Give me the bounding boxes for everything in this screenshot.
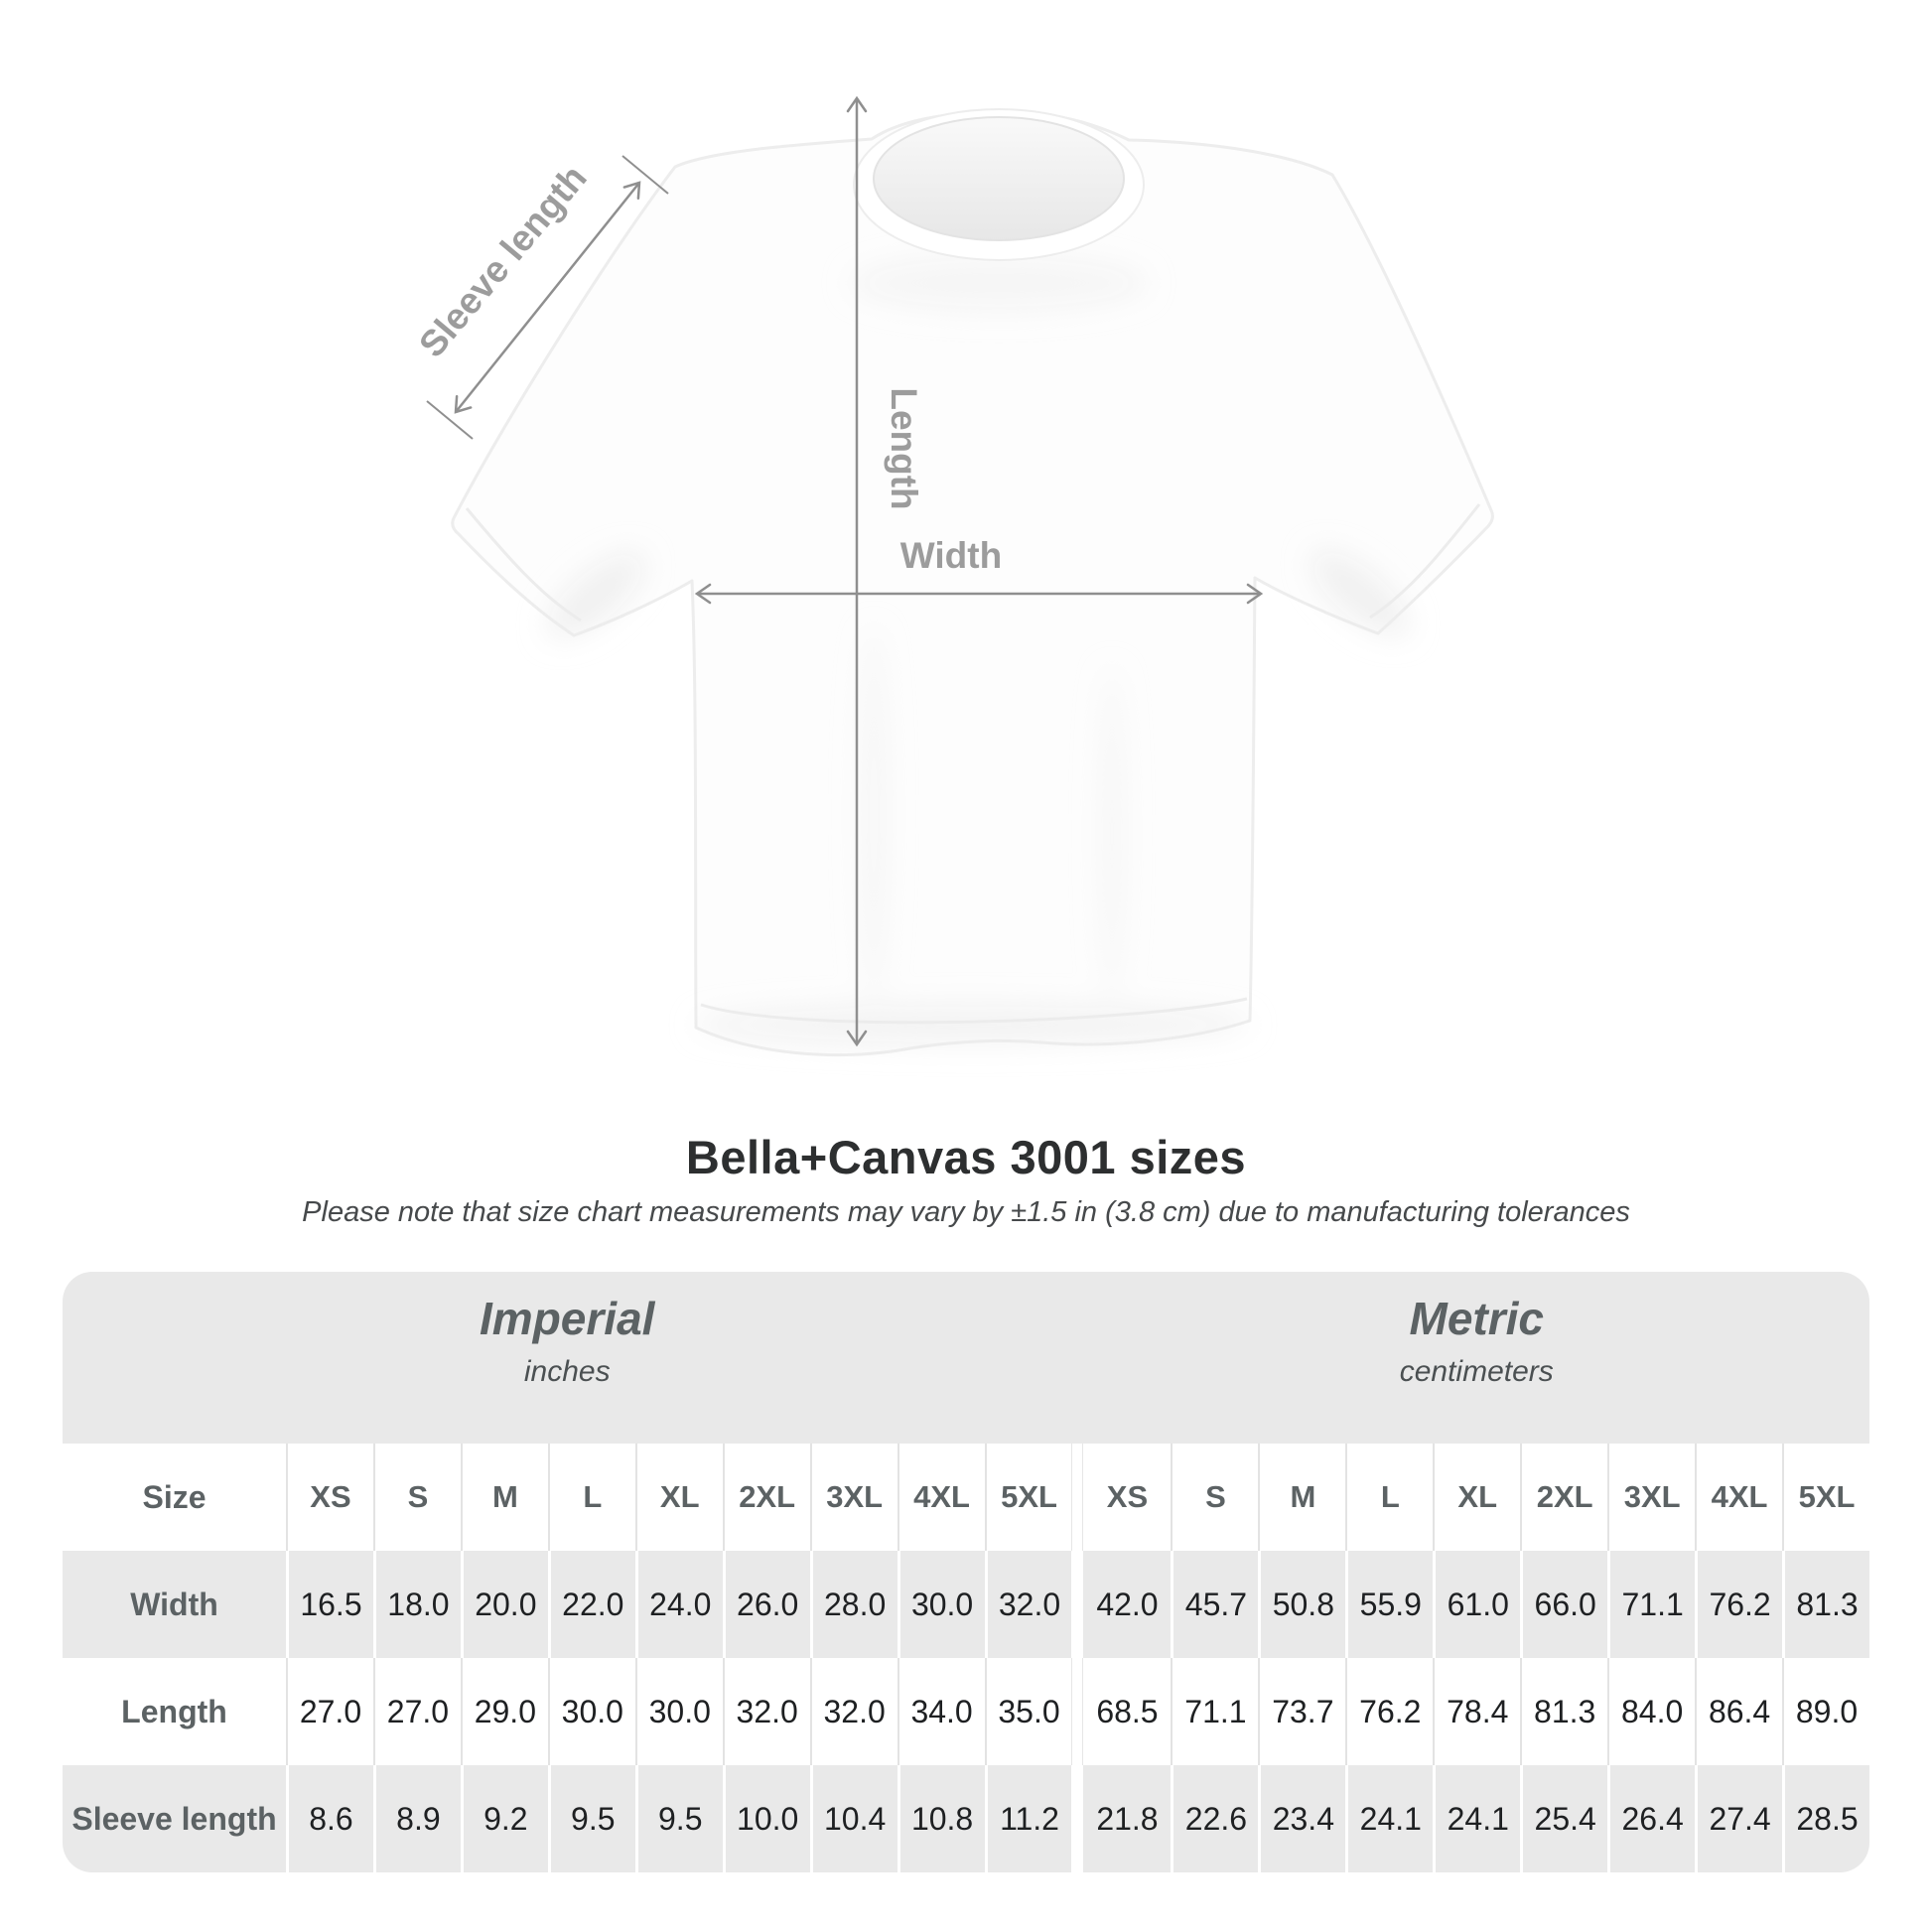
size-header-cell: L (548, 1444, 635, 1551)
value-cell: 86.4 (1695, 1658, 1782, 1765)
value-cell: 9.5 (548, 1765, 635, 1872)
value-cell: 27.0 (286, 1658, 373, 1765)
value-cell: 27.0 (373, 1658, 461, 1765)
value-cell: 28.0 (810, 1551, 897, 1658)
size-header-cell: 4XL (1695, 1444, 1782, 1551)
value-cell: 76.2 (1345, 1658, 1433, 1765)
value-cell: 30.0 (548, 1658, 635, 1765)
size-header-cell: XL (635, 1444, 723, 1551)
section-divider (1071, 1765, 1083, 1872)
value-cell: 81.3 (1520, 1658, 1607, 1765)
value-cell: 34.0 (897, 1658, 985, 1765)
value-cell: 66.0 (1520, 1551, 1607, 1658)
section-divider (1071, 1444, 1083, 1551)
row-label: Length (63, 1658, 286, 1765)
value-cell: 68.5 (1083, 1658, 1171, 1765)
row-label: Sleeve length (63, 1765, 286, 1872)
size-header-cell: 2XL (723, 1444, 810, 1551)
value-cell: 8.6 (286, 1765, 373, 1872)
value-cell: 89.0 (1782, 1658, 1869, 1765)
value-cell: 28.5 (1782, 1765, 1869, 1872)
value-cell: 8.9 (373, 1765, 461, 1872)
units-header-band (63, 1272, 1869, 1444)
value-cell: 55.9 (1345, 1551, 1433, 1658)
metric-section-header (1084, 1272, 1870, 1444)
value-cell: 11.2 (985, 1765, 1072, 1872)
value-cell: 18.0 (373, 1551, 461, 1658)
size-header-cell: XS (1083, 1444, 1171, 1551)
value-cell: 78.4 (1433, 1658, 1520, 1765)
size-header-cell: M (461, 1444, 548, 1551)
value-cell: 26.4 (1607, 1765, 1695, 1872)
value-cell: 9.5 (635, 1765, 723, 1872)
section-divider (1071, 1658, 1083, 1765)
value-cell: 30.0 (635, 1658, 723, 1765)
imperial-section-header (63, 1272, 1072, 1444)
section-divider (1071, 1551, 1083, 1658)
value-cell: 26.0 (723, 1551, 810, 1658)
size-table-rows (63, 1444, 1869, 1872)
value-cell: 24.0 (635, 1551, 723, 1658)
value-cell: 16.5 (286, 1551, 373, 1658)
value-cell: 23.4 (1258, 1765, 1345, 1872)
metric-unit: centimeters (1399, 1355, 1554, 1388)
value-cell: 73.7 (1258, 1658, 1345, 1765)
value-cell: 42.0 (1083, 1551, 1171, 1658)
size-header-cell: XS (286, 1444, 373, 1551)
value-cell: 10.0 (723, 1765, 810, 1872)
size-header-cell: S (1171, 1444, 1258, 1551)
value-cell: 22.6 (1171, 1765, 1258, 1872)
value-cell: 24.1 (1433, 1765, 1520, 1872)
section-divider (1072, 1272, 1084, 1444)
size-header-cell: 3XL (810, 1444, 897, 1551)
value-cell: 50.8 (1258, 1551, 1345, 1658)
sleeve-length-label: Sleeve length (411, 157, 595, 365)
size-header-cell: L (1345, 1444, 1433, 1551)
value-cell: 76.2 (1695, 1551, 1782, 1658)
size-header-cell: 4XL (897, 1444, 985, 1551)
value-cell: 10.4 (810, 1765, 897, 1872)
size-header-cell: M (1258, 1444, 1345, 1551)
imperial-title: Imperial (480, 1293, 655, 1344)
value-cell: 21.8 (1083, 1765, 1171, 1872)
value-cell: 32.0 (723, 1658, 810, 1765)
value-cell: 24.1 (1345, 1765, 1433, 1872)
imperial-unit: inches (523, 1355, 611, 1388)
size-table (63, 1272, 1869, 1872)
value-cell: 45.7 (1171, 1551, 1258, 1658)
value-cell: 71.1 (1171, 1658, 1258, 1765)
length-label: Length (884, 387, 924, 510)
value-cell: 22.0 (548, 1551, 635, 1658)
page-title: Bella+Canvas 3001 sizes (685, 1131, 1247, 1183)
value-cell: 10.8 (897, 1765, 985, 1872)
value-cell: 71.1 (1607, 1551, 1695, 1658)
width-label: Width (899, 535, 1003, 576)
value-cell: 20.0 (461, 1551, 548, 1658)
value-cell: 84.0 (1607, 1658, 1695, 1765)
value-cell: 81.3 (1782, 1551, 1869, 1658)
value-cell: 32.0 (985, 1551, 1072, 1658)
metric-title: Metric (1409, 1293, 1544, 1344)
value-cell: 30.0 (897, 1551, 985, 1658)
size-header-cell: S (373, 1444, 461, 1551)
size-column-header: Size (63, 1444, 286, 1551)
value-cell: 25.4 (1520, 1765, 1607, 1872)
collar (854, 109, 1144, 260)
value-cell: 29.0 (461, 1658, 548, 1765)
value-cell: 9.2 (461, 1765, 548, 1872)
value-cell: 27.4 (1695, 1765, 1782, 1872)
value-cell: 35.0 (985, 1658, 1072, 1765)
tolerance-note: Please note that size chart measurements may vary by ±1.5 in (3.8 cm) due to manufacturing tolerances (302, 1196, 1630, 1228)
size-header-cell: 5XL (1782, 1444, 1869, 1551)
size-header-cell: 5XL (985, 1444, 1072, 1551)
value-cell: 61.0 (1433, 1551, 1520, 1658)
value-cell: 32.0 (810, 1658, 897, 1765)
row-label: Width (63, 1551, 286, 1658)
size-header-cell: 3XL (1607, 1444, 1695, 1551)
size-header-cell: 2XL (1520, 1444, 1607, 1551)
tshirt-graphic (453, 109, 1493, 1055)
size-header-cell: XL (1433, 1444, 1520, 1551)
